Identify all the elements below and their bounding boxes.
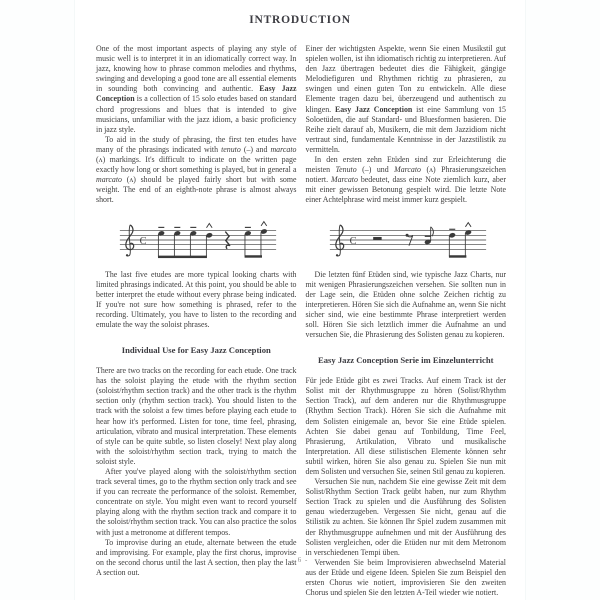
text-run: ist eine Sammlung von 15 Soloetüden, die auf Standard- und Bluesformen basieren. Die Reihe zielt darauf ab, Musikern, die mit dem Jazzidiom nicht vertraut sind, fundamentale Kenntnisse in der Jazzstilistik zu vermitteln. [305,104,506,154]
paragraph-en-3: The last five etudes are more typical looking charts with limited phrasings indicated. At this point, you should be able to better interpret the etude without every phrase being indicated. If you're not sure how something is phrased, refer to the recording. Ultimately, you have to listen to the recording and emulate the way the soloist phrases. [96,269,297,329]
paragraph-en-2 [96,135,297,206]
paragraph-de-4: Für jede Etüde gibt es zwei Tracks. Auf einem Track ist der Solist mit der Rhythmusgruppe zu hören (Solist/Rhythm Section Track), auf dem anderen nur die Rhythmusgruppe (Rhythm Section Track). Hören Sie sich die Aufnahme mit dem Solisten einigemale an, bevor Sie eine Etüde spielen. Achten Sie dabei genau auf Tonbildung, Time Feel, Phrasierung, Artikulation, Vibrato und musikalische Interpretation. All diese stilistischen Elemente können sehr subtil wirken, hören Sie also genau zu. Spielen Sie nun mit dem Solisten und versuchen Sie, seinen Stil genau zu kopieren. [305,376,506,476]
paragraph-de-2 [306,155,507,205]
music-notation-example-german [328,215,507,265]
paragraph-en-6: To improvise during an etude, alternate between the etude and improvising. For example, play the first chorus, improvise on the second chorus until the last A section, then play the last A section out. [96,537,297,577]
tenuto-mark [449,228,455,229]
tenuto-mark [424,235,430,236]
marcato-mark [206,223,212,227]
music-notation-example-english [118,215,297,265]
text-run: (–) und [356,165,395,175]
tenuto-mark [190,226,196,227]
section-heading-german: Easy Jazz Conception Serie im Einzelunterricht [318,355,494,366]
page-title: INTRODUCTION [249,14,351,26]
section-heading-english: Individual Use for Easy Jazz Conception [121,345,271,356]
two-column-layout [96,44,506,598]
tenuto-mark [158,226,164,227]
text-run-italic: Marcato [394,165,422,175]
text-run-bold: Easy Jazz Conception [334,104,413,114]
text-run: (ʌ) Phrasierungszeichen notiert. [305,165,506,185]
treble-clef-icon [126,224,134,255]
text-run-italic: marcato [270,144,297,154]
text-run-italic: marcato [96,175,123,185]
paragraph-de-3: Die letzten fünf Etüden sind, wie typische Jazz Charts, nur mit wenigen Phrasierungszeichen versehen. Sie sollten nun in der Lage sein, die Etüden ohne solche Zeichen richtig zu interpretieren. Hören Sie sich die Aufnahme an, wenn Sie nicht sicher sind, wie eine bestimmte Phrase interpretiert werden soll. Hören Sie sich letztlich immer die Aufnahme an und versuchen Sie, die Phrasierung des Solisten genau zu kopieren. [305,269,506,340]
tenuto-mark [174,226,180,227]
time-signature: C [139,235,147,247]
half-rest [373,236,381,239]
text-run: In den ersten zehn Etüden sind zur Erleichterung die meisten [305,155,506,175]
text-run: One of the most important aspects of playing any style of music well is to interpret it in an idiomatically correct way. In jazz, knowing how to phrase common melodies and rhythms, swinging and developing a good tone are all essential elements in sounding both convincing and authentic. [96,44,297,94]
marcato-mark [465,222,471,226]
text-run: (ʌ) markings. It's difficult to indicate on the written page exactly how long or short something is played, but in general a [96,155,297,175]
tenuto-mark [245,226,251,227]
beamed-eighth-notes-group-1 [158,223,213,258]
page-number: - 6 - [291,556,309,564]
book-page [75,0,525,600]
marcato-mark [261,221,267,225]
paragraph-de-5: Versuchen Sie nun, nachdem Sie eine gewisse Zeit mit dem Solist/Rhythm Section Track geübt haben, nur zum Rhythm Section Track zu spielen und die Ausführung des Solisten genau wiederzugeben. Vergessen Sie nicht, genau auf die Stilistik zu achten. Sie können Ihr Spiel zudem zusammen mit der Rhythmusgruppe aufnehmen und mit der Ausführung des Solisten vergleichen, oder die Etüden nur mit dem Metronom in verschiedenen Tempi üben. [305,477,506,557]
paragraph-en-5: After you've played along with the soloist/rhythm section track several times, go to the rhythm section only track and see if you can recreate the performance of the soloist. Remember, concentrate on style. You might even want to record yourself playing along with the rhythm section track and compare it to the soloist/rhythm section track. You can also practice the solos with just a metronome at different tempos. [96,467,297,537]
english-column [96,44,297,598]
text-run-italic: Marcato [331,175,358,185]
text-run: (ʌ) should be played fairly short but with some weight. The end of an eighth-note phrase is almost always short. [96,175,297,205]
time-signature: C [349,235,357,247]
text-run: (–) and [240,144,271,154]
paragraph-de-6: Verwenden Sie beim Improvisieren abwechselnd Material aus der Etüde und eigene Ideen. Spielen Sie zum Beispiel den ersten Chorus wie notiert, improvisieren Sie den zweiten Chorus und spielen Sie den letzten A-Teil wieder wie notiert. [305,557,506,598]
text-run: Einer der wichtigsten Aspekte, wenn Sie einen Musikstil gut spielen wollen, ist ihn idiomatisch richtig zu interpretieren. Auf den Jazz übertragen bedeutet dies die Fähigkeit, gängige Melodiefiguren und Rhythmen richtig zu phrasieren, zu swingen und einen guten Ton zu entwickeln. Alle diese Elemente tragen dazu bei, überzeugend und authentisch zu klingen. [305,44,506,114]
text-run-bold: Easy Jazz Conception [96,84,297,104]
text-run: is a collection of 15 solo etudes based on standard chord progressions and blues that is intended to give musicians, unfamiliar with the jazz idiom, a basic proficiency in jazz style. [96,94,297,134]
paragraph-en-4: There are two tracks on the recording for each etude. One track has the soloist playing the etude with the rhythm section (soloist/rhythm section track) and the other track is the rhythm section only (rhythm section track). You should listen to the track with the soloist a few times before playing each etude to hear how it's performed. Listen for tone, time feel, phrasing, articulation, vibrato and musical interpretation. These elements of style can be quite subtle, so listen closely! Next play along with the soloist/rhythm section track, trying to match the soloist style. [96,366,297,466]
paragraph-en-1 [96,44,297,135]
text-run-italic: tenuto [221,144,241,154]
paragraph-de-1 [306,44,507,155]
german-column [306,44,507,598]
text-run: To aid in the study of phrasing, the first ten etudes have many of the phrasings indicated with [96,134,297,154]
text-run-italic: Tenuto [335,165,357,175]
text-run: bedeutet, dass eine Note ziemlich kurz, aber mit einer gewissen Betonung gespielt wird. Die letzte Note einer Achtelphrase wird meist immer kurz gespielt. [305,175,506,205]
treble-clef-icon [335,224,343,255]
single-eighth-note [424,226,433,244]
